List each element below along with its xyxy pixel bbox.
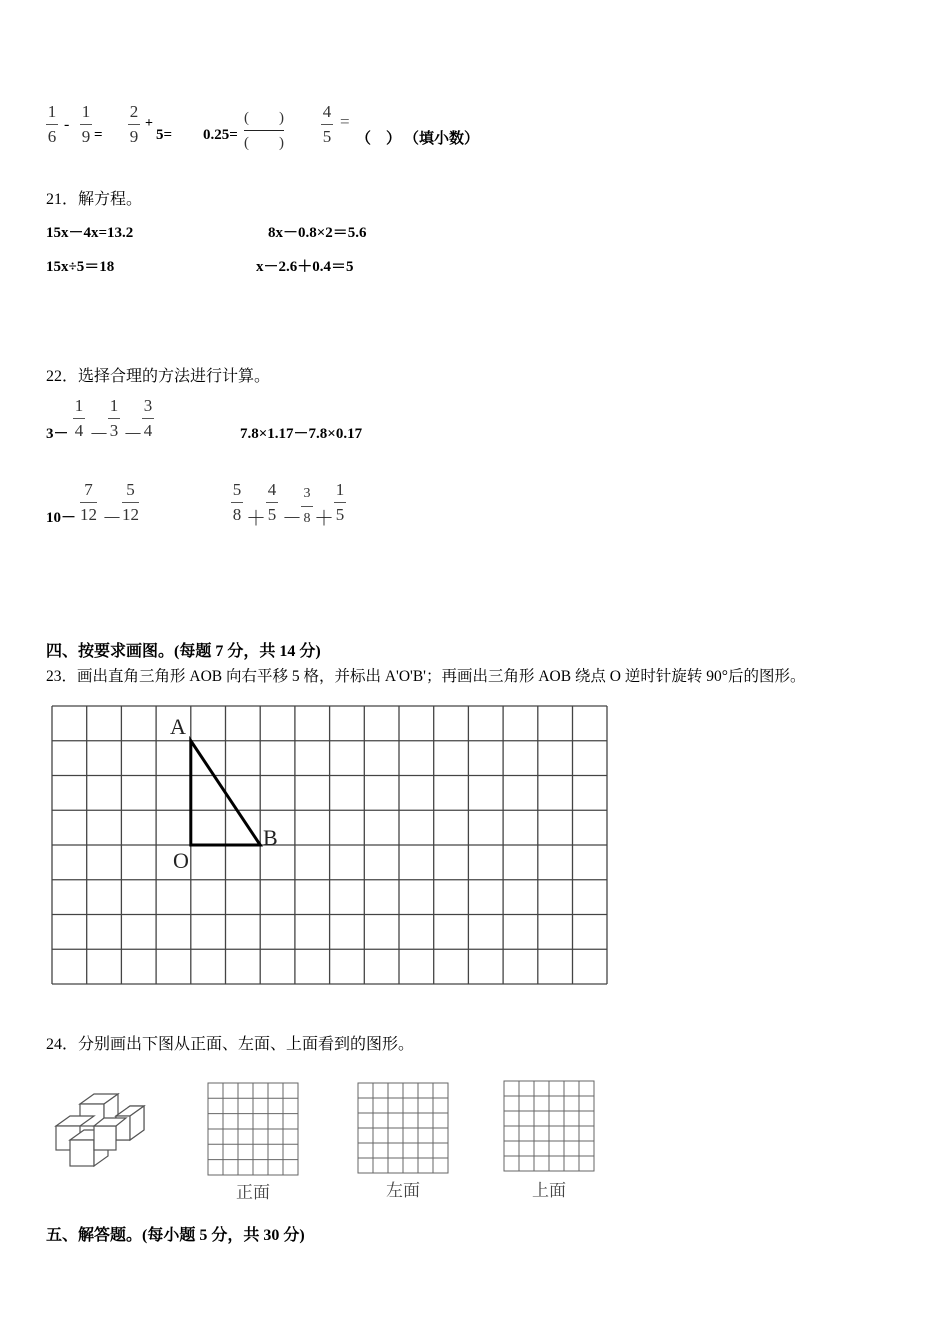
operator: ＋ xyxy=(246,508,266,530)
numerator: 1 xyxy=(47,102,57,121)
lead-term: 10－ xyxy=(46,510,77,526)
operator: － xyxy=(282,508,302,530)
operator: － xyxy=(89,424,109,446)
denominator: 5 xyxy=(267,505,277,524)
denominator: 8 xyxy=(303,511,311,526)
caption-top-view: 上面 xyxy=(532,1181,566,1200)
denominator: 3 xyxy=(109,421,119,440)
denominator: 6 xyxy=(47,127,57,146)
expression-rest: 5= xyxy=(156,127,173,143)
blank-numerator: ( ) xyxy=(244,110,284,126)
fraction xyxy=(266,480,278,525)
denominator: 5 xyxy=(322,127,332,146)
numerator: 3 xyxy=(303,486,311,501)
denominator: 5 xyxy=(335,505,345,524)
equation-1: 15x－4x=13.2 xyxy=(46,225,134,241)
left-view-grid xyxy=(357,1082,449,1174)
equation-4: x－2.6＋0.4＝5 xyxy=(256,259,354,275)
caption-front-view: 正面 xyxy=(236,1183,270,1202)
numerator: 4 xyxy=(267,480,277,499)
equation-2: 8x－0.8×2＝5.6 xyxy=(268,225,367,241)
q22-title: 22．选择合理的方法进行计算。 xyxy=(46,368,271,385)
equals-sign: = xyxy=(340,112,350,131)
caption-left-view: 左面 xyxy=(386,1181,420,1200)
point-label-a: A xyxy=(170,714,186,739)
numerator: 7 xyxy=(84,480,93,499)
hint-text: （填小数） xyxy=(404,131,480,147)
numerator: 3 xyxy=(143,396,153,415)
denominator: 8 xyxy=(232,505,242,524)
fraction xyxy=(80,102,92,147)
top-view-grid xyxy=(503,1080,595,1172)
numerator: 1 xyxy=(81,102,91,121)
fraction xyxy=(301,484,313,529)
numerator: 4 xyxy=(322,102,332,121)
numerator: 1 xyxy=(109,396,119,415)
fraction xyxy=(46,102,58,147)
equals-sign: = xyxy=(94,127,103,143)
fraction xyxy=(122,480,139,525)
point-label-o: O xyxy=(173,848,189,873)
denominator: 9 xyxy=(81,127,91,146)
fraction xyxy=(142,396,154,441)
fraction xyxy=(73,396,85,441)
fraction xyxy=(128,102,140,147)
problem-2: 7.8×1.17－7.8×0.17 xyxy=(240,426,363,442)
numerator: 5 xyxy=(126,480,135,499)
fraction xyxy=(231,480,243,525)
q21-title: 21．解方程。 xyxy=(46,191,143,208)
denominator: 12 xyxy=(122,505,139,524)
denominator: 4 xyxy=(74,421,84,440)
section-4-heading: 四、按要求画图。(每题 7 分，共 14 分) xyxy=(46,643,321,660)
operator: － xyxy=(102,508,122,530)
denominator: 4 xyxy=(143,421,153,440)
numerator: 2 xyxy=(129,102,139,121)
front-view-grid xyxy=(207,1082,299,1176)
operator: ＋ xyxy=(314,508,334,530)
q23-grid-figure xyxy=(40,700,620,992)
fraction xyxy=(321,102,333,147)
equation-3: 15x÷5＝18 xyxy=(46,259,115,275)
q23-title: 23．画出直角三角形 AOB 向右平移 5 格，并标出 A'O'B'；再画出三角形 AOB 绕点 O 逆时针旋转 90°后的图形。 xyxy=(46,668,806,685)
blank-denominator: ( ) xyxy=(244,135,284,151)
lead-term: 3－ xyxy=(46,426,69,442)
numerator: 5 xyxy=(232,480,242,499)
point-label-b: B xyxy=(263,825,278,850)
decimal-expression: 0.25= xyxy=(203,127,238,143)
fraction xyxy=(80,480,97,525)
answer-blank: （ ） xyxy=(356,131,402,147)
grid-lines xyxy=(52,706,607,984)
plus-sign: + xyxy=(145,116,153,131)
numerator: 1 xyxy=(74,396,84,415)
denominator: 9 xyxy=(129,127,139,146)
numerator: 1 xyxy=(335,480,345,499)
fraction xyxy=(108,396,120,441)
blank-fraction xyxy=(244,108,284,153)
section-5-heading: 五、解答题。(每小题 5 分，共 30 分) xyxy=(46,1227,305,1244)
fraction xyxy=(334,480,346,525)
minus-sign: - xyxy=(64,116,70,133)
q24-title: 24．分别画出下图从正面、左面、上面看到的图形。 xyxy=(46,1036,415,1053)
cube-stack-figure xyxy=(50,1090,150,1170)
operator: － xyxy=(123,424,143,446)
denominator: 12 xyxy=(80,505,97,524)
